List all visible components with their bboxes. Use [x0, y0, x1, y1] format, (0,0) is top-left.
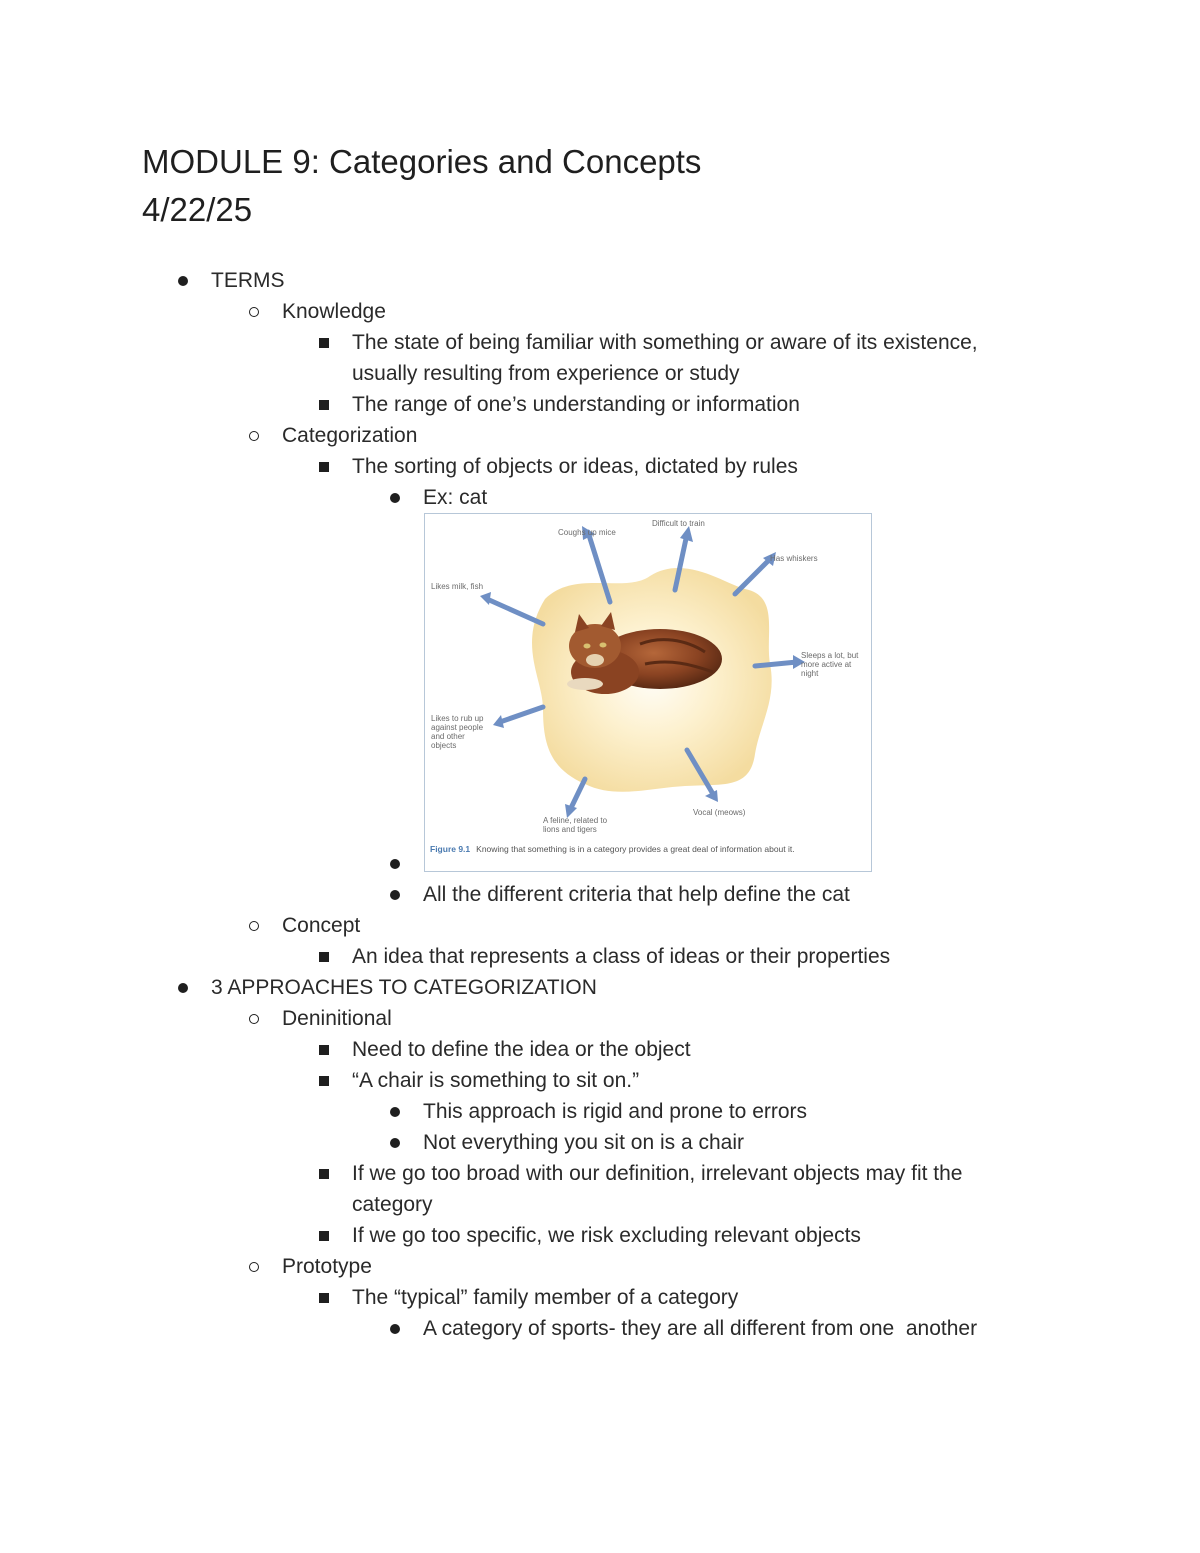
concept-definition: An idea that represents a class of ideas or their properties: [352, 945, 891, 968]
figure-label-fish: Likes milk, fish: [431, 582, 484, 591]
heading-terms: TERMS: [211, 269, 285, 292]
square-bullet-icon: [319, 462, 329, 472]
prototype-sports: A category of sports- they are all different from one another: [423, 1317, 978, 1340]
approach-prototype: Prototype: [282, 1255, 372, 1278]
knowledge-definition-2: The range of one’s understanding or information: [352, 393, 800, 416]
disc-bullet-icon: [178, 983, 188, 993]
circle-bullet-icon: [249, 431, 259, 441]
circle-bullet-icon: [249, 307, 259, 317]
figure-caption-text: Knowing that something is in a category provides a great deal of information about it.: [476, 844, 795, 854]
figure-label-difficult: Difficult to train: [652, 519, 705, 528]
circle-bullet-icon: [249, 921, 259, 931]
knowledge-definition-line2: usually resulting from experience or study: [352, 362, 740, 385]
cat-criteria-note: All the different criteria that help define the cat: [423, 883, 850, 906]
square-bullet-icon: [319, 1045, 329, 1055]
figure-caption-number: Figure 9.1: [430, 844, 471, 854]
term-concept: Concept: [282, 914, 361, 937]
figure-label-coughs: Coughs up mice: [558, 528, 616, 537]
disc-bullet-icon: [178, 276, 188, 286]
disc-bullet-icon: [390, 1107, 400, 1117]
definitional-need: Need to define the idea or the object: [352, 1038, 691, 1061]
circle-bullet-icon: [249, 1014, 259, 1024]
definitional-broad-line2: category: [352, 1193, 433, 1216]
example-cat: Ex: cat: [423, 486, 488, 509]
definitional-chair-quote: “A chair is something to sit on.”: [352, 1069, 640, 1092]
categorization-definition: The sorting of objects or ideas, dictated by rules: [352, 455, 798, 478]
cat-figure-illustration: [425, 514, 871, 871]
disc-bullet-icon: [390, 493, 400, 503]
definitional-broad-line1: If we go too broad with our definition, irrelevant objects may fit the: [352, 1162, 963, 1185]
disc-bullet-icon: [390, 890, 400, 900]
figure-label-rub: Likes to rub up against people and other objects: [431, 714, 484, 750]
definitional-specific: If we go too specific, we risk excluding relevant objects: [352, 1224, 861, 1247]
disc-bullet-icon: [390, 1138, 400, 1148]
definitional-not-everything: Not everything you sit on is a chair: [423, 1131, 744, 1154]
circle-bullet-icon: [249, 1262, 259, 1272]
figure-caption: [430, 844, 850, 855]
figure-label-feline: A feline, related to lions and tigers: [543, 816, 608, 834]
square-bullet-icon: [319, 1231, 329, 1241]
figure-label-vocal: Vocal (meows): [693, 808, 746, 817]
definitional-rigid: This approach is rigid and prone to errors: [423, 1100, 808, 1123]
figure-label-sleeps: Sleeps a lot, but more active at night: [801, 651, 859, 678]
cat-category-figure: [424, 513, 872, 872]
term-categorization: Categorization: [282, 424, 418, 447]
knowledge-definition-line1: The state of being familiar with something or aware of its existence,: [352, 331, 978, 354]
square-bullet-icon: [319, 1169, 329, 1179]
square-bullet-icon: [319, 400, 329, 410]
term-knowledge: Knowledge: [282, 300, 386, 323]
square-bullet-icon: [319, 952, 329, 962]
heading-approaches: 3 APPROACHES TO CATEGORIZATION: [211, 976, 597, 999]
square-bullet-icon: [319, 338, 329, 348]
approach-definitional: Deninitional: [282, 1007, 392, 1030]
document-date: 4/22/25: [142, 191, 253, 228]
square-bullet-icon: [319, 1076, 329, 1086]
figure-label-whiskers: Has whiskers: [770, 554, 818, 563]
prototype-typical: The “typical” family member of a category: [352, 1286, 739, 1309]
document-title: MODULE 9: Categories and Concepts: [142, 143, 702, 180]
square-bullet-icon: [319, 1293, 329, 1303]
disc-bullet-icon: [390, 859, 400, 869]
disc-bullet-icon: [390, 1324, 400, 1334]
